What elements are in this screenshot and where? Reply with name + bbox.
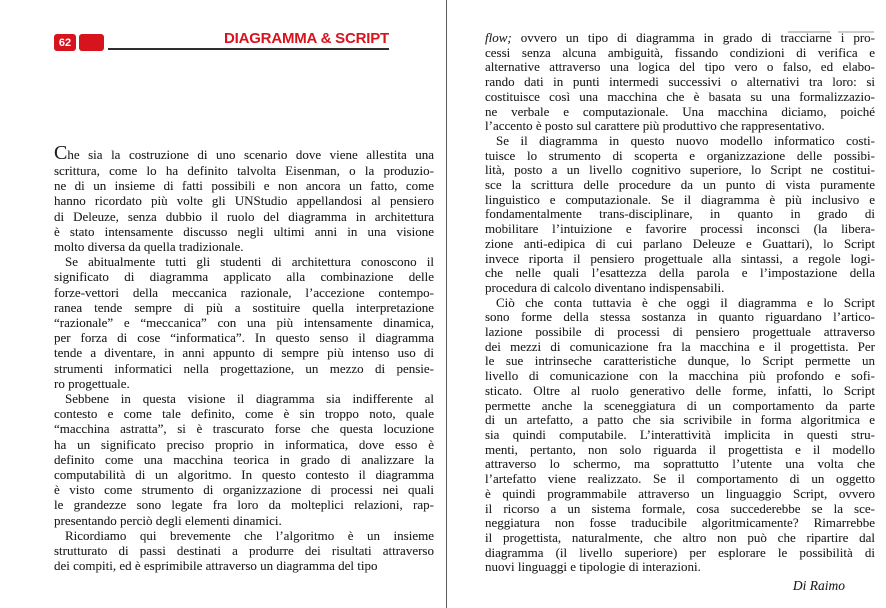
paragraph (54, 143, 434, 254)
right-text-column (485, 31, 875, 593)
text-line: molto diversa da quella tradizionale. (54, 239, 244, 255)
text-line: zione anti-edipica di cui parlano Deleuze e Guattari), lo Script (485, 235, 875, 251)
text-line: è stato intensamente discusso negli ultimi anni in una visione (54, 223, 434, 239)
text-line: dei compiti, ed è esprimibile attraverso un diagramma del tipo (54, 558, 378, 574)
text-line: cessi senza alcuna ambiguità, fissando condizioni di verifica e (485, 44, 875, 60)
text-line: sce la scrittura delle procedure da un punto di vista puramente (485, 177, 875, 193)
text-line: contesto e come tale definito, come è sin troppo noto, quale (54, 406, 434, 422)
text-line: le sue intrinseche caratteristiche dunque, lo Script permette un (485, 353, 875, 369)
text-line: tende a diventare, in anni appunto di sempre più intenso uso di (54, 345, 434, 361)
text-line: lità, posto a un livello cognitivo superiore, lo Script ne costitui- (485, 162, 875, 178)
header-rule (108, 48, 389, 50)
text-line: hanno ricordato più volte gli UNStudio appellandosi al pensiero (54, 193, 434, 209)
text-line: rando dati in punti intermedi successivi o alternativi tra loro: si (485, 74, 875, 90)
text-line: alternative attraverso una logica del tipo vero o falso, ed elabo- (485, 59, 875, 75)
text-line: di Deleuze, senza dubbio il ruolo del diagramma in architettura (54, 208, 434, 224)
text-line: presentando perciò degli elementi dinamici. (54, 512, 282, 528)
paragraph (485, 31, 875, 134)
text-line: costituisce così una macchina che è basata su una formalizzazio- (485, 88, 875, 104)
text-line: computabilità di un algoritmo. In questo contesto il diagramma (54, 467, 434, 483)
text-line: significato di diagramma applicato alla combinazione delle (54, 269, 434, 285)
text-line: procedura di calcolo diventano indispensabili. (485, 279, 725, 295)
text-line: forze-vettori della meccanica razionale, l’accezione contempo- (54, 284, 434, 300)
text-line: lazione possibile di processi di pensiero progettuale attraverso (485, 324, 875, 340)
text-line: ro progettuale. (54, 375, 130, 391)
text-line: attraverso lo schermo, ma soprattutto l’utente una volta che (485, 456, 875, 472)
paragraph (54, 528, 434, 574)
text-line: nuovi linguaggi e tipologie di interazioni. (485, 559, 701, 575)
text-line: ne verbale e computazionale. Una macchina diciamo, poiché (485, 103, 875, 119)
text-line: ha un significato preciso proprio in informatica, dove esso è (54, 436, 434, 452)
text-line: Ciò che conta tuttavia è che oggi il diagramma e lo Script (496, 294, 875, 310)
paragraph (485, 296, 875, 575)
text-line: è visto come strumento di organizzazione di processi nei quali (54, 482, 434, 498)
text-line: ranea tende sempre di più a sostituire quella interpretazione (54, 299, 434, 315)
text-line: il ricorso a un sistema formale, cosa succederebbe se la sce- (485, 500, 875, 516)
text-line: per forza di cose “informatica”. In questo senso il diagramma (54, 330, 434, 346)
text-line: è quindi programmabile attraverso un linguaggio Script, ovvero (485, 485, 875, 501)
text-line: “macchina astratta”, si è trascurato forse che questa locuzione (54, 421, 434, 437)
text-line: scrittura, come lo ha definito talvolta Eisenman, o la produzio- (54, 163, 434, 178)
text-line: neggiatura non fosse traducibile algoritmicamente? Rimarrebbe (485, 515, 875, 531)
text-line: flow; ovvero un tipo di diagramma in grado di tracciarne i pro- (485, 30, 875, 45)
text-line: Se abitualmente tutti gli studenti di architettura conoscono il (65, 254, 434, 270)
text-line: sia quindi computabile. L’interattività implicita in questi stru- (485, 426, 875, 442)
chapter-title: DIAGRAMMA & SCRIPT (223, 30, 389, 47)
author-attribution: Di Raimo (792, 578, 845, 594)
text-line: strumenti informatici nella progettazione, un mezzo di pensie- (54, 360, 434, 376)
left-text-column (54, 143, 434, 573)
page-right (447, 0, 886, 608)
left-paragraphs (54, 143, 434, 573)
text-line: Che sia la costruzione di uno scenario dove viene allestita una (54, 142, 434, 164)
text-line: livello di comunicazione con la macchina più profondo e sofi- (485, 368, 875, 384)
text-line: l’artefatto viene realizzato. Se il comportamento di un oggetto (485, 471, 875, 487)
paragraph (54, 254, 434, 391)
text-line: strutturato di passi destinati a produrre dei risultati attraverso (54, 543, 434, 559)
text-line: menti, pertanto, non solo riguarda il progettista e il modello (485, 441, 875, 457)
text-line: permette anche la sceneggiatura di un comportamento da parte (485, 397, 875, 413)
text-line: sono forme della stessa sostanza in quanto riguardano l’artico- (485, 309, 875, 325)
page-number: 62 (58, 36, 72, 49)
text-line: mobilitare l’intuizione e favorire processi inconsci (la libera- (485, 221, 875, 237)
text-line: sticato. Oltre al ruolo generativo delle forme, infatti, lo Script (485, 382, 875, 398)
text-line: “razionale” e “meccanica” con una più intensamente dinamica, (54, 315, 434, 331)
text-line: ne di un insieme di fatti possibili e non ancora un fatto, come (54, 178, 434, 194)
text-line: dei mezzi di comunicazione fra la macchina e il progettista. Per (485, 338, 875, 354)
page-number-badge (54, 34, 76, 51)
text-line: diagramma (il livello superiore) per esplorare le possibilità di (485, 544, 875, 560)
text-line: Se il diagramma in questo nuovo modello informatico costi- (496, 132, 875, 148)
text-line: l’accento è posto sul carattere più produttivo che rappresentativo. (485, 118, 825, 134)
text-line: di un artefatto, a patto che sia scrivibile in forma algoritmica e (485, 412, 875, 428)
red-badge (79, 34, 104, 51)
text-line: linguistico e computazionale. Se il diagramma è più inclusivo e (485, 191, 875, 207)
text-line: le grandezze sono legate fra loro da molteplici relazioni, rap- (54, 497, 434, 513)
text-line: fondamentalmente trans-disciplinare, in quanto in grado di (485, 206, 875, 222)
text-line: il progettista, naturalmente, che altro non può che ripartire dal (485, 529, 875, 545)
paragraph (485, 134, 875, 296)
text-line: Ricordiamo qui brevemente che l’algoritmo è un insieme (65, 527, 434, 543)
right-paragraphs (485, 31, 875, 575)
paragraph (54, 391, 434, 528)
text-line: invece riporta il pensiero progettuale alla sintassi, a regole logi- (485, 250, 875, 266)
text-line: Sebbene in questa visione il diagramma sia indifferente al (65, 391, 434, 407)
italic-lead: flow; (485, 30, 512, 45)
text-line: che nelle quali l’esattezza della parola e l’impostazione della (485, 265, 875, 281)
text-line: tuisce lo strumento di scoperta e organizzazione delle possibi- (485, 147, 875, 163)
text-line: definito come una macchina teorica in grado di analizzare la (54, 451, 434, 467)
